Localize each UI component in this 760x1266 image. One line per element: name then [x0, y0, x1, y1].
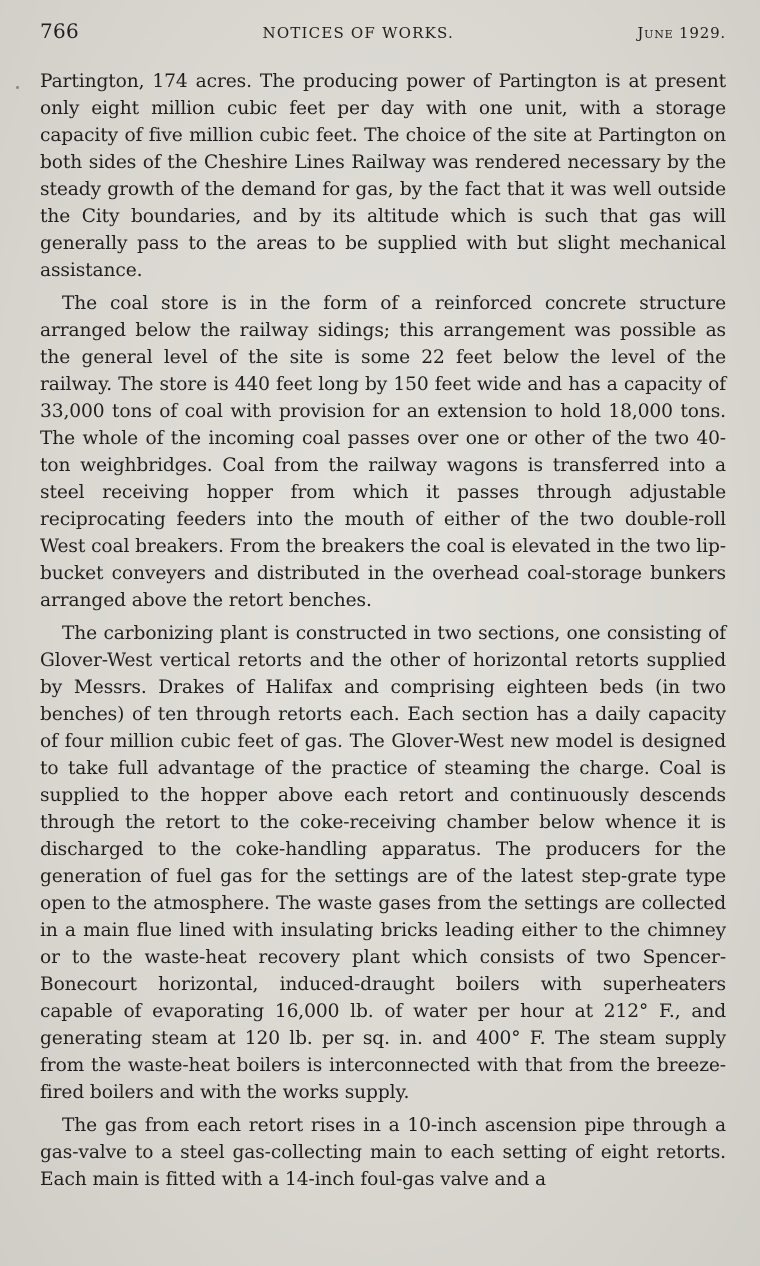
margin-speck — [16, 86, 19, 89]
body-text — [40, 68, 726, 1193]
page-number: 766 — [40, 19, 80, 43]
paragraph-carbonizing-plant: The carbonizing plant is constructed in two sections, one consisting of Glover-West vertical retorts and the other of horizontal retorts supplied by Messrs. Drakes of Halifax and comprising eighteen beds (in two benches) of ten through retorts each. Each section has a daily capacity of four million cubic feet of gas. The Glover-West new model is designed to take full advantage of the practice of steaming the charge. Coal is supplied to the hopper above each retort and continuously descends through the retort to the coke-receiving chamber below whence it is discharged to the coke-handling apparatus. The producers for the generation of fuel gas for the settings are of the latest step-grate type open to the atmosphere. The waste gases from the settings are collected in a main flue lined with insulating bricks leading either to the chimney or to the waste-heat recovery plant which consists of two Spencer-Bonecourt horizontal, induced-draught boilers with superheaters capable of evaporating 16,000 lb. of water per hour at 212° F., and generating steam at 120 lb. per sq. in. and 400° F. The steam supply from the waste-heat boilers is interconnected with that from the breeze-fired boilers and with the works supply. — [40, 623, 726, 1103]
running-header — [40, 18, 726, 46]
paragraph-continued: Partington, 174 acres. The producing power of Partington is at present only eight million cubic feet per day with one unit, with a storage capacity of five million cubic feet. The choice of the site at Partington on both sides of the Cheshire Lines Railway was rendered necessary by the steady growth of the demand for gas, by the fact that it was well outside the City boundaries, and by its altitude which is such that gas will generally pass to the areas to be supplied with but slight mechanical assistance. — [40, 71, 726, 281]
paragraph-gas-collection: The gas from each retort rises in a 10-inch ascension pipe through a gas-valve to a steel gas-collecting main to each setting of eight retorts. Each main is fitted with a 14-inch foul-gas valve and a — [40, 1115, 726, 1190]
paragraph-coal-store: The coal store is in the form of a reinforced concrete structure arranged below the railway sidings; this arrangement was possible as the general level of the site is some 22 feet below the level of the railway. The store is 440 feet long by 150 feet wide and has a capacity of 33,000 tons of coal with provision for an extension to hold 18,000 tons. The whole of the incoming coal passes over one or other of the two 40-ton weighbridges. Coal from the railway wagons is transferred into a steel receiving hopper from which it passes through adjustable reciprocating feeders into the mouth of either of the two double-roll West coal breakers. From the breakers the coal is elevated in the two lip-bucket conveyers and distributed in the overhead coal-storage bunkers arranged above the retort benches. — [40, 293, 726, 611]
running-title: NOTICES OF WORKS. — [262, 24, 454, 42]
issue-date: June 1929. — [637, 24, 726, 42]
